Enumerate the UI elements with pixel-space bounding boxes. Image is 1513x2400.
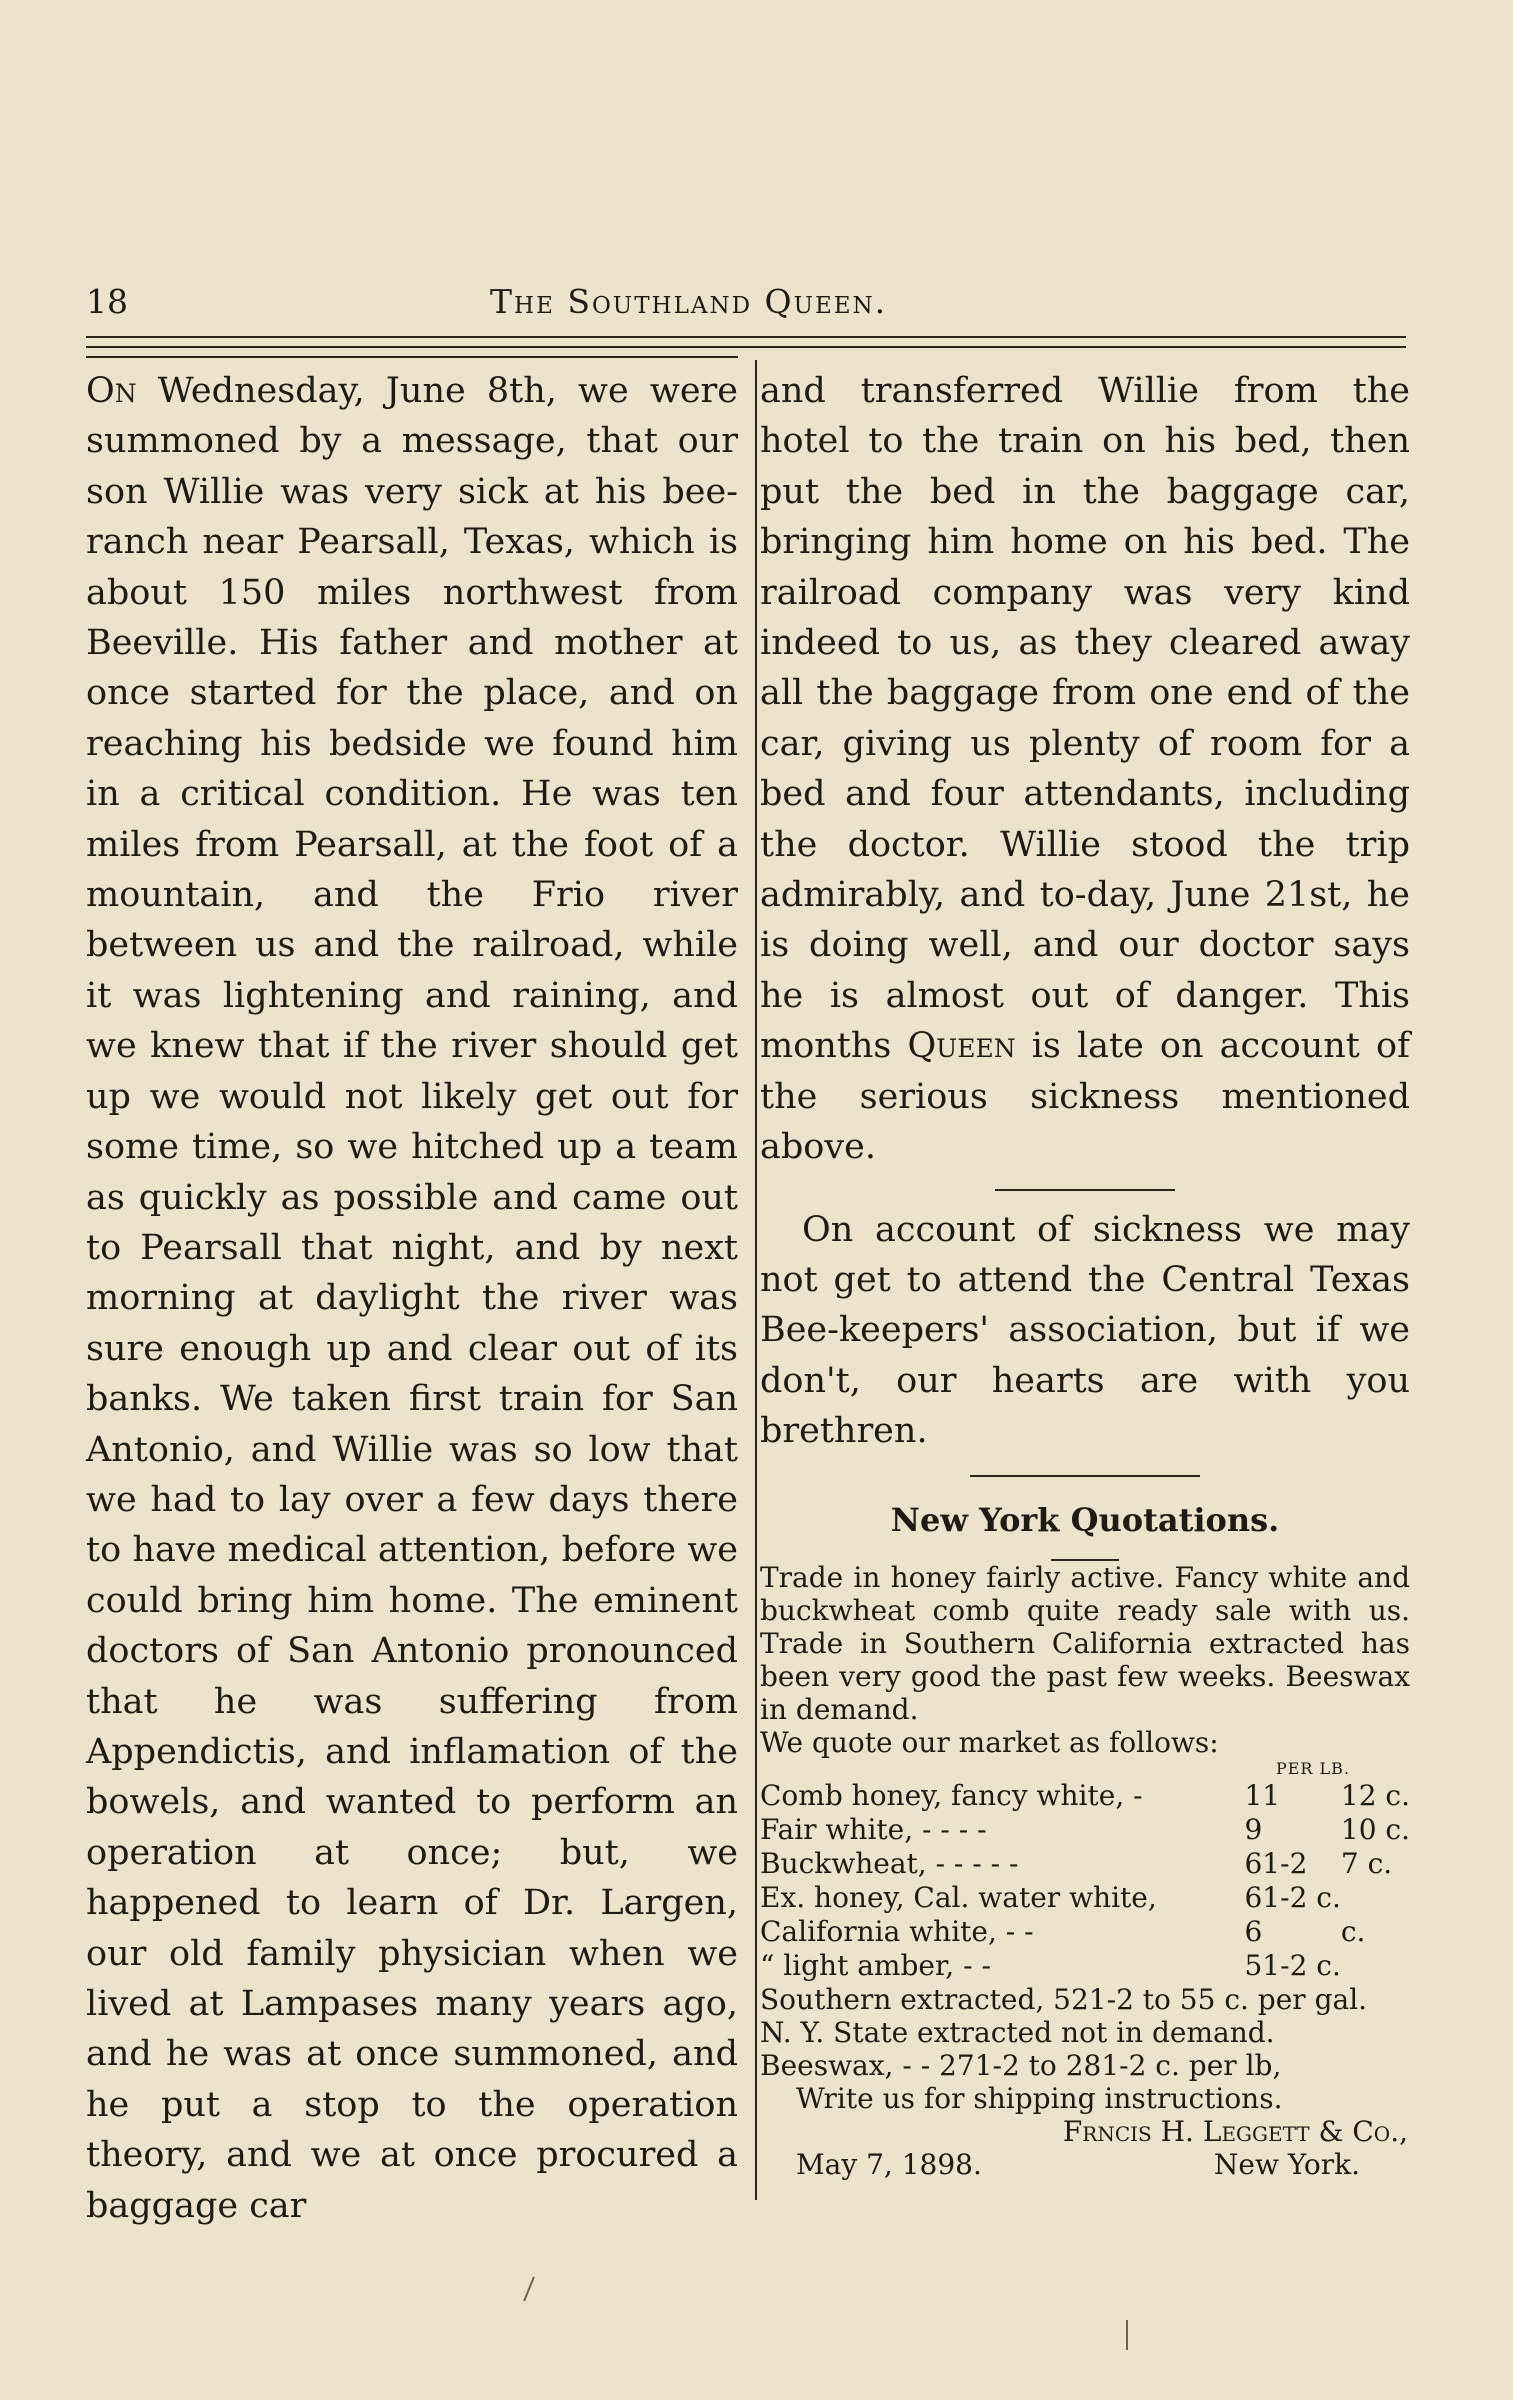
quotations-intro-2: We quote our market as follows: bbox=[760, 1725, 1219, 1759]
price-high: 10 c. bbox=[1340, 1812, 1410, 1846]
place: New York. bbox=[1213, 2147, 1360, 2181]
price-low: 61-2 bbox=[1244, 1846, 1308, 1880]
shipping-line: Write us for shipping instructions. bbox=[796, 2081, 1283, 2115]
section-rule bbox=[995, 1189, 1175, 1191]
price-low: 11 bbox=[1244, 1778, 1281, 1812]
price-name: Ex. honey, Cal. water white, bbox=[760, 1880, 1157, 1914]
price-low: 6 bbox=[1244, 1914, 1263, 1948]
left-column-rule bbox=[86, 356, 738, 358]
price-row bbox=[760, 1949, 1410, 1983]
quotations-footer bbox=[760, 1983, 1410, 2181]
price-high: 12 c. bbox=[1340, 1778, 1410, 1812]
running-title: The Southland Queen. bbox=[490, 282, 888, 321]
right-column bbox=[760, 366, 1410, 2181]
left-column-paragraph bbox=[86, 366, 738, 2231]
column-divider bbox=[755, 360, 757, 2200]
price-name: Fair white, - - - - bbox=[760, 1812, 987, 1846]
price-row bbox=[760, 1779, 1410, 1813]
price-name: “ light amber, - - bbox=[760, 1948, 991, 1982]
southern-extracted-line: Southern extracted, 521-2 to 55 c. per gal. bbox=[760, 1982, 1368, 2016]
continuation-end: is late on account of the serious sickness mentioned above. bbox=[760, 1026, 1410, 1168]
page-number: 18 bbox=[86, 282, 128, 321]
quotations-block bbox=[760, 1561, 1410, 2181]
signer: Frncis H. Leggett & Co., bbox=[1062, 2114, 1408, 2148]
header-rule-bottom bbox=[86, 346, 1406, 348]
price-high: 7 c. bbox=[1340, 1846, 1393, 1880]
left-column-text: Wednesday, June 8th, we were summoned by a message, that our son Willie was very sick at his bee-ranch near Pearsall, Texas, which is about 150 miles northwest from Beeville. His father and mother at once started for the place, and on reaching his bedside we found him in a critical condition. He was ten miles from Pearsall, at the foot of a mountain, and the Frio river between us and the railroad, while it was lightening and raining, and we knew that if the river should get up we would not likely get out for some time, so we hitched up a team as quickly as possible and came out to Pearsall that night, and by next morning at daylight the river was sure enough up and clear out of its banks. We taken first train for San Antonio, and Willie was so low that we had to lay over a few days there to have medical attention, before we could bring him home. The eminent doctors of San Antonio pronounced that he was suffering from Appendictis, and inflamation of the bowels, and wanted to perform an operation at once; but, we happened to learn of Dr. Largen, our old family physician when we lived at Lampases many years ago, and he was at once summoned, and he put a stop to the operation theory, and we at once procured a baggage car bbox=[86, 371, 738, 2226]
price-row bbox=[760, 1881, 1410, 1915]
continuation-text: and transferred Willie from the hotel to the train on his bed, then put the bed in the baggage car, bringing him home on his bed. The railroad company was very kind indeed to us, as they cleared away all the baggage from one end of the car, giving us plenty of room for a bed and four attendants, including the doctor. Willie stood the trip admirably, and to-day, June 21st, he is doing well, and our doctor says he is almost out of danger. This months bbox=[760, 371, 1410, 1067]
price-low: 61-2 c. bbox=[1244, 1880, 1341, 1914]
queen-word: Queen bbox=[907, 1026, 1016, 1067]
price-name: Buckwheat, - - - - - bbox=[760, 1846, 1019, 1880]
price-name: Comb honey, fancy white, - bbox=[760, 1778, 1143, 1812]
price-high: c. bbox=[1340, 1914, 1366, 1948]
date: May 7, 1898. bbox=[796, 2147, 982, 2181]
header-rule-top bbox=[86, 336, 1406, 338]
right-continuation-paragraph bbox=[760, 366, 1410, 1173]
date-line bbox=[760, 2148, 1410, 2181]
paper-mark bbox=[523, 2277, 535, 2302]
price-row bbox=[760, 1813, 1410, 1847]
price-name: California white, - - bbox=[760, 1914, 1034, 1948]
price-low: 51-2 c. bbox=[1244, 1948, 1341, 1982]
notice-paragraph: On account of sickness we may not get to attend the Central Texas Bee-keepers' association, but if we don't, our hearts are with you brethren. bbox=[760, 1209, 1410, 1452]
price-high bbox=[1341, 1881, 1410, 1915]
price-low: 9 bbox=[1244, 1812, 1263, 1846]
lead-word: On bbox=[86, 371, 137, 411]
quotations-intro: Trade in honey fairly active. Fancy white and buckwheat comb quite ready sale with us. Trade in Southern California extracted has been very good the past few weeks. Beeswax in demand. bbox=[760, 1560, 1410, 1726]
price-high bbox=[1341, 1949, 1410, 1983]
per-lb-label: PER LB. bbox=[1275, 1758, 1350, 1778]
section-rule bbox=[970, 1475, 1200, 1477]
quotations-title: New York Quotations. bbox=[890, 1500, 1280, 1539]
price-row bbox=[760, 1847, 1410, 1881]
price-table bbox=[760, 1779, 1410, 1983]
paper-mark bbox=[1126, 2320, 1128, 2350]
price-row bbox=[760, 1915, 1410, 1949]
ny-state-line: N. Y. State extracted not in demand. bbox=[760, 2015, 1275, 2049]
left-column bbox=[86, 366, 738, 2231]
beeswax-line: Beeswax, - - 271-2 to 281-2 c. per lb, bbox=[760, 2048, 1282, 2082]
